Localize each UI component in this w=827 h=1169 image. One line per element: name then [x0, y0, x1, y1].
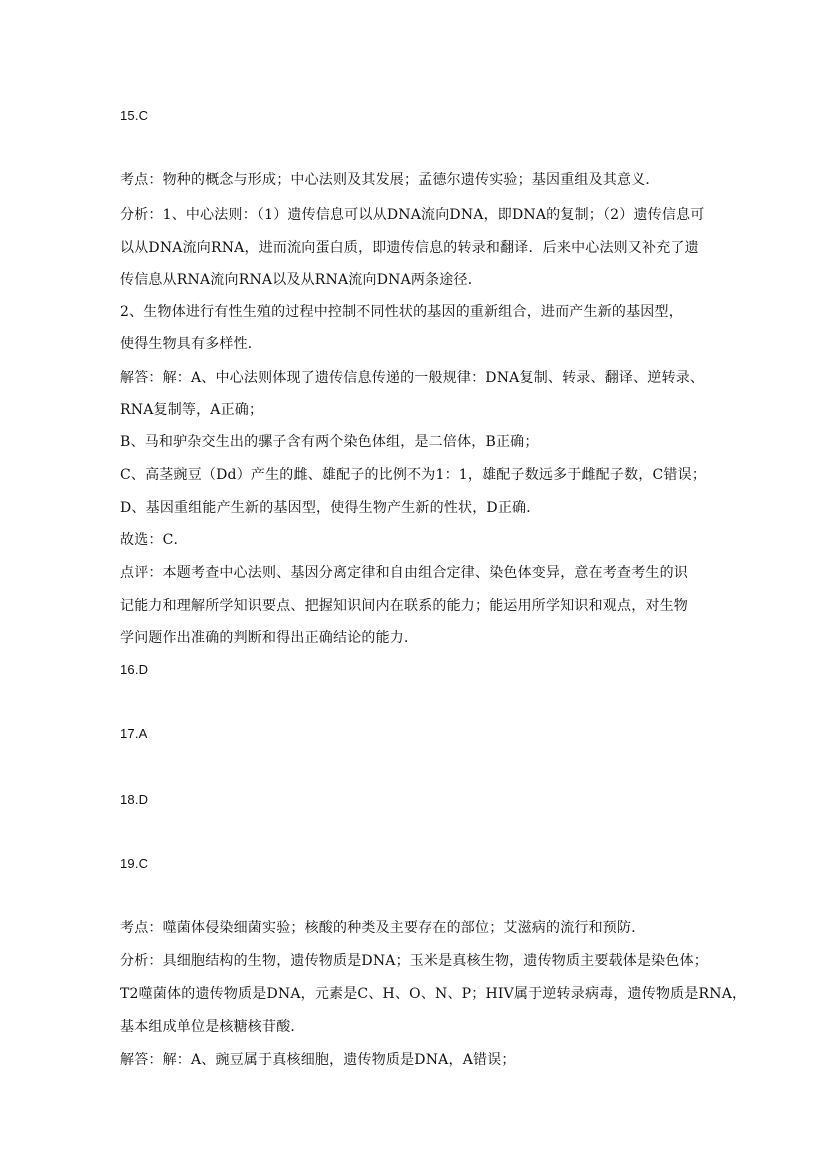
q19-kaodian: 考点：噬菌体侵染细菌实验；核酸的种类及主要存在的部位；艾滋病的流行和预防． [120, 920, 646, 936]
q19-fenxi-line-1: 分析：具细胞结构的生物，遗传物质是DNA；玉米是真核生物，遗传物质主要载体是染色体； [120, 953, 708, 969]
q15-fenxi-line-1: 分析：1、中心法则：（1）遗传信息可以从DNA流向DNA，即DNA的复制；（2）遗传信息可 [120, 207, 705, 223]
q15-dianping-line-3: 学问题作出准确的判断和得出正确结论的能力． [120, 630, 419, 646]
q15-option-c: C、高茎豌豆（Dd）产生的雌、雄配子的比例不为1：1，雄配子数远多于雌配子数，C错误； [120, 467, 707, 483]
q16-answer: 16.D [120, 662, 149, 677]
q19-answer: 19.C [120, 856, 149, 871]
q15-dianping-line-2: 记能力和理解所学知识要点、把握知识间内在联系的能力；能运用所学知识和观点，对生物 [120, 598, 688, 614]
q15-dianping-line-1: 点评：本题考查中心法则、基因分离定律和自由组合定律、染色体变异，意在考查考生的识 [120, 565, 688, 581]
q19-fenxi-line-2: T2噬菌体的遗传物质是DNA，元素是C、H、O、N、P；HIV属于逆转录病毒，遗传物质是RNA， [120, 986, 747, 1002]
q15-fenxi-line-2: 以从DNA流向RNA，进而流向蛋白质，即遗传信息的转录和翻译．后来中心法则又补充了遗 [120, 240, 699, 256]
q17-answer: 17.A [120, 726, 148, 741]
q15-jieda-line-2: RNA复制等，A正确； [120, 402, 264, 418]
q19-jieda-line-1: 解答：解：A、豌豆属于真核细胞，遗传物质是DNA，A错误； [120, 1052, 516, 1068]
q18-answer: 18.D [120, 792, 149, 807]
q19-fenxi-line-3: 基本组成单位是核糖核苷酸． [120, 1019, 305, 1035]
q15-fenxi-line-3: 传信息从RNA流向RNA以及从RNA流向DNA两条途径． [120, 272, 482, 288]
q15-fenxi-line-4: 2、生物体进行有性生殖的过程中控制不同性状的基因的重新组合，进而产生新的基因型， [120, 304, 683, 320]
q15-kaodian: 考点：物种的概念与形成；中心法则及其发展；孟德尔遗传实验；基因重组及其意义． [120, 172, 660, 188]
q15-jieda-line-1: 解答：解：A、中心法则体现了遗传信息传递的一般规律：DNA复制、转录、翻译、逆转录、 [120, 370, 705, 386]
q15-choice: 故选：C． [120, 532, 188, 548]
q15-answer: 15.C [120, 108, 149, 123]
q15-option-d: D、基因重组能产生新的基因型，使得生物产生新的性状，D正确． [120, 500, 541, 516]
q15-fenxi-line-5: 使得生物具有多样性． [120, 336, 262, 352]
q15-option-b: B、马和驴杂交生出的骡子含有两个染色体组，是二倍体，B正确； [120, 434, 539, 450]
